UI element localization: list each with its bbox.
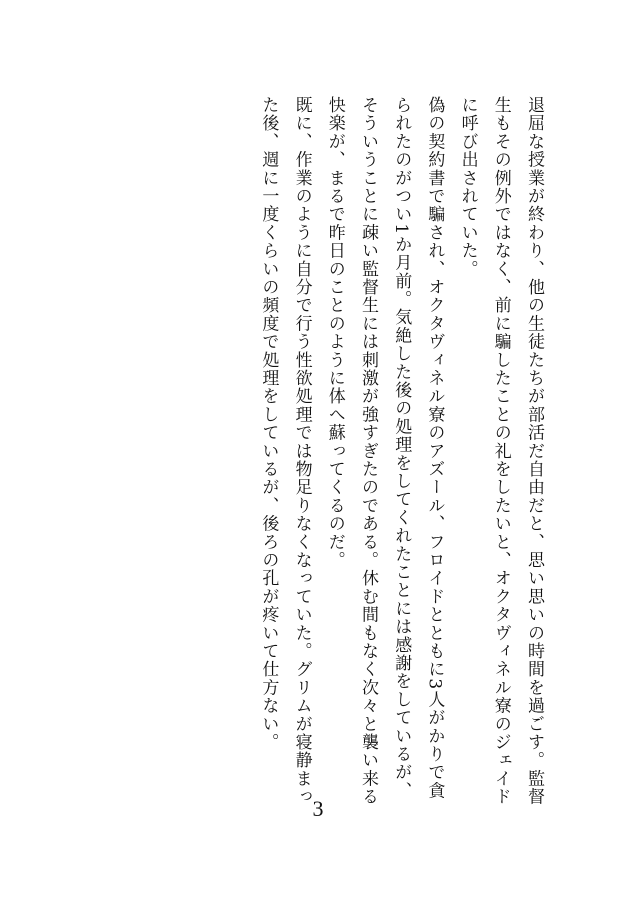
paragraph-2: 偽の契約書で騙され、オクタヴィネル寮のアズール、フロイドとともに3人がかりで貪られたのがつい1か月前。気絶した後の処理をしてくれたことには感謝をしているが、そういうことに疎い監督生には刺激が強すぎたのである。休む間もなく次々と襲い来る快楽が、まるで昨日のことのように体へ蘇ってくるのだ。: [324, 96, 445, 806]
vertical-text-body: [251, 96, 550, 816]
paragraph-1: 退屈な授業が終わり、他の生徒たちが部活だ自由だと、思い思いの時間を過ごす。監督生もその例外ではなく、前に騙したことの礼をしたいと、オクタヴィネル寮のジェイドに呼び出されていた。: [457, 96, 544, 806]
page-number: 3: [312, 796, 324, 821]
paragraph-3: 既に、作業のように自分で行う性欲処理では物足りなくなっていた。グリムが寝静まった後、週に一度くらいの頻度で処理をしているが、後ろの孔が疼いて仕方ない。: [258, 96, 312, 806]
